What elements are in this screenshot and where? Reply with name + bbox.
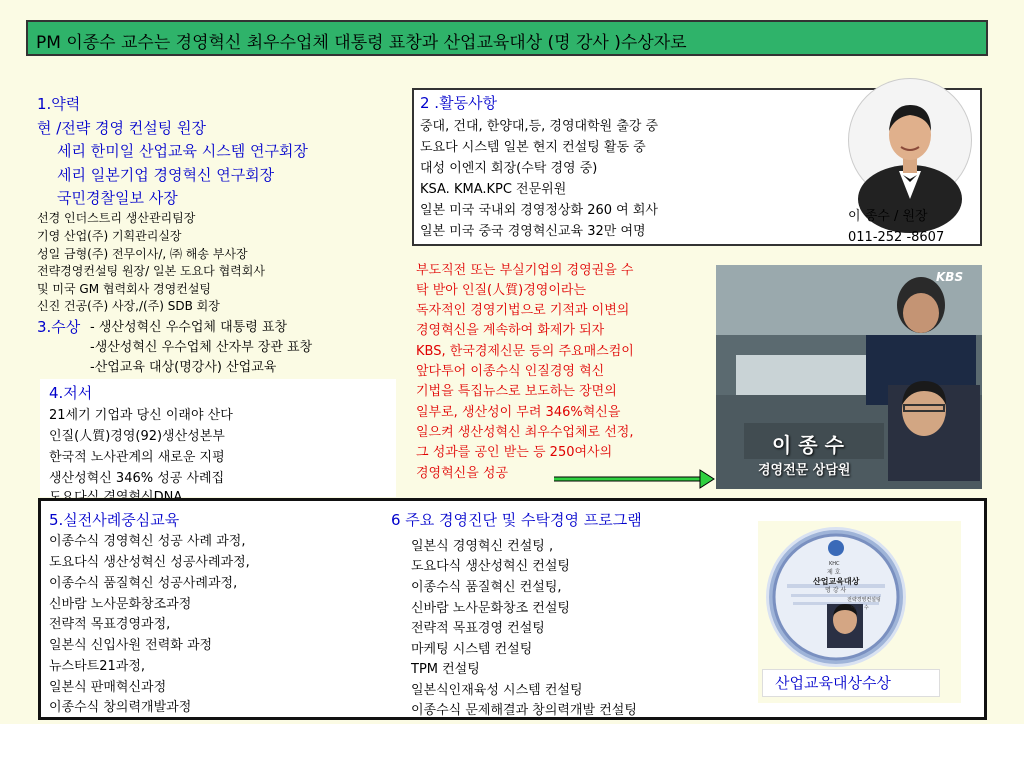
news-line: 부도직전 또는 부실기업의 경영권을 수 bbox=[416, 263, 634, 278]
news-line: 독자적인 경영기법으로 기적과 이변의 bbox=[416, 303, 630, 318]
book-line: 생산성혁신 346% 성공 사례집 bbox=[49, 471, 225, 486]
program-line: 일본식 경영혁신 컨설팅 , bbox=[411, 539, 554, 554]
news-caption-title: 경영전문 상담원 bbox=[758, 463, 851, 478]
award-line: -산업교육 대상(명강사) 산업교육 bbox=[90, 360, 277, 375]
plaque-text: 명 강 사 bbox=[825, 587, 847, 594]
news-line: 그 성과를 공인 받는 등 250여사의 bbox=[416, 445, 613, 460]
bottom-box bbox=[38, 498, 987, 720]
books-heading: 4.저서 bbox=[49, 384, 93, 402]
career-detail: 기영 산업(주) 기획관리실장 bbox=[37, 229, 182, 243]
plaque-text: 제 호 bbox=[827, 569, 841, 576]
news-caption-name: 이 종 수 bbox=[772, 433, 844, 457]
activity-line: 중대, 건대, 한양대,등, 경영대학원 출강 중 bbox=[420, 119, 659, 134]
book-line: 한국적 노사관계의 새로운 지평 bbox=[49, 450, 225, 465]
news-line: 일으켜 생산성혁신 최우수업체로 선정, bbox=[416, 425, 634, 440]
plaque-image bbox=[766, 527, 906, 667]
education-line: 뉴스타트21과정, bbox=[49, 659, 146, 674]
news-line: 기법을 특집뉴스로 보도하는 장면의 bbox=[416, 384, 617, 399]
award-line: -생산성혁신 우수업체 산자부 장관 표창 bbox=[90, 340, 313, 355]
program-line: 마케팅 시스템 컨설팅 bbox=[411, 642, 533, 657]
news-line: 경영혁신을 성공 bbox=[416, 466, 509, 481]
news-line: 앞다투어 이종수식 인질경영 혁신 bbox=[416, 364, 605, 379]
career-line: 국민경찰일보 사장 bbox=[57, 189, 178, 207]
career-detail: 전략경영컨설팅 원장/ 일본 도요다 협력회사 bbox=[37, 264, 265, 278]
book-line: 인질(人質)경영(92)생산성본부 bbox=[49, 429, 225, 444]
education-line: 일본식 판매혁신과정 bbox=[49, 680, 167, 695]
kbs-logo: KBS bbox=[936, 270, 964, 284]
plaque-logo: KHC bbox=[829, 561, 840, 567]
career-detail: 및 미국 GM 협력회사 경영컨설팅 bbox=[37, 282, 212, 296]
book-line: 21세기 기업과 당신 이래야 산다 bbox=[49, 408, 233, 423]
career-detail: 성일 금형(주) 전무이사/, ㈜ 해송 부사장 bbox=[37, 247, 248, 261]
page-title: PM 이종수 교수는 경영혁신 최우수업체 대통령 표창과 산업교육대상 (명 강사 )수상자로 bbox=[36, 33, 687, 53]
award-line: - 생산성혁신 우수업체 대통령 표창 bbox=[90, 320, 288, 335]
program-line: 전략적 목표경영 컨설팅 bbox=[411, 621, 545, 636]
profile-name: 이 종수 / 원장 bbox=[848, 209, 928, 224]
plaque-text: 이 종 수 bbox=[851, 605, 869, 611]
activity-line: 일본 미국 국내외 경영정상화 260 여 회사 bbox=[420, 203, 658, 218]
activity-line: 도요다 시스템 일본 현지 컨설팅 활동 중 bbox=[420, 140, 646, 155]
news-line: KBS, 한국경제신문 등의 주요매스컴이 bbox=[416, 344, 634, 359]
education-line: 전략적 목표경영과정, bbox=[49, 617, 171, 632]
activity-line: 일본 미국 중국 경영혁신교육 32만 여명 bbox=[420, 224, 646, 239]
program-line: 이종수식 품질혁신 컨설팅, bbox=[411, 580, 562, 595]
education-line: 신바람 노사문화창조과정 bbox=[49, 597, 192, 612]
career-line: 세리 한미일 산업교육 시스템 연구회장 bbox=[57, 142, 308, 160]
plaque-text: 전략경영컨설팅 bbox=[847, 597, 881, 603]
program-line: TPM 컨설팅 bbox=[411, 662, 480, 677]
books-box bbox=[40, 379, 396, 497]
program-line: 이종수식 문제해결과 창의력개발 컨설팅 bbox=[411, 703, 637, 718]
career-detail: 선경 인더스트리 생산관리팀장 bbox=[37, 211, 196, 225]
plaque-panel bbox=[758, 521, 961, 703]
education-line: 일본식 신입사원 전력화 과정 bbox=[49, 638, 213, 653]
education-line: 도요다식 생산성혁신 성공사례과정, bbox=[49, 555, 250, 570]
activities-heading: 2 .활동사항 bbox=[420, 94, 498, 112]
arrow-right-icon bbox=[552, 468, 716, 490]
activity-line: KSA. KMA.KPC 전문위원 bbox=[420, 182, 567, 197]
plaque-caption: 산업교육대상수상 bbox=[775, 674, 891, 692]
plaque-caption-box bbox=[762, 669, 940, 697]
news-screenshot bbox=[716, 265, 982, 489]
education-line: 이종수식 경영혁신 성공 사례 과정, bbox=[49, 534, 246, 549]
awards-heading: 3.수상 bbox=[37, 318, 81, 336]
title-bar bbox=[26, 20, 988, 56]
news-line: 일부로, 생산성이 무려 346%혁신을 bbox=[416, 405, 621, 420]
education-line: 이종수식 창의력개발과정 bbox=[49, 700, 192, 715]
program-line: 일본식인재육성 시스템 컨설팅 bbox=[411, 683, 583, 698]
program-line: 도요다식 생산성혁신 컨설팅 bbox=[411, 559, 570, 574]
activities-box bbox=[412, 88, 982, 246]
education-heading: 5.실전사례중심교육 bbox=[49, 511, 180, 529]
career-current: 현 /전략 경영 컨설팅 원장 bbox=[37, 119, 207, 137]
career-detail: 신진 건공(주) 사장,/(주) SDB 회장 bbox=[37, 299, 220, 313]
education-line: 이종수식 품질혁신 성공사례과정, bbox=[49, 576, 238, 591]
profile-phone: 011-252 -8607 bbox=[848, 230, 945, 245]
program-line: 신바람 노사문화창조 컨설팅 bbox=[411, 601, 570, 616]
programs-heading: 6 주요 경영진단 및 수탁경영 프로그램 bbox=[391, 511, 642, 529]
career-heading: 1.약력 bbox=[37, 95, 81, 113]
portrait-photo bbox=[848, 78, 972, 202]
activity-line: 대성 이엔지 회장(수탁 경영 중) bbox=[420, 161, 598, 176]
news-line: 탁 받아 인질(人質)경영이라는 bbox=[416, 283, 586, 298]
plaque-text: 산업교육대상 bbox=[813, 577, 860, 586]
news-line: 경영혁신을 계속하여 화제가 되자 bbox=[416, 323, 605, 338]
career-line: 세리 일본기업 경영혁신 연구회장 bbox=[57, 166, 275, 184]
